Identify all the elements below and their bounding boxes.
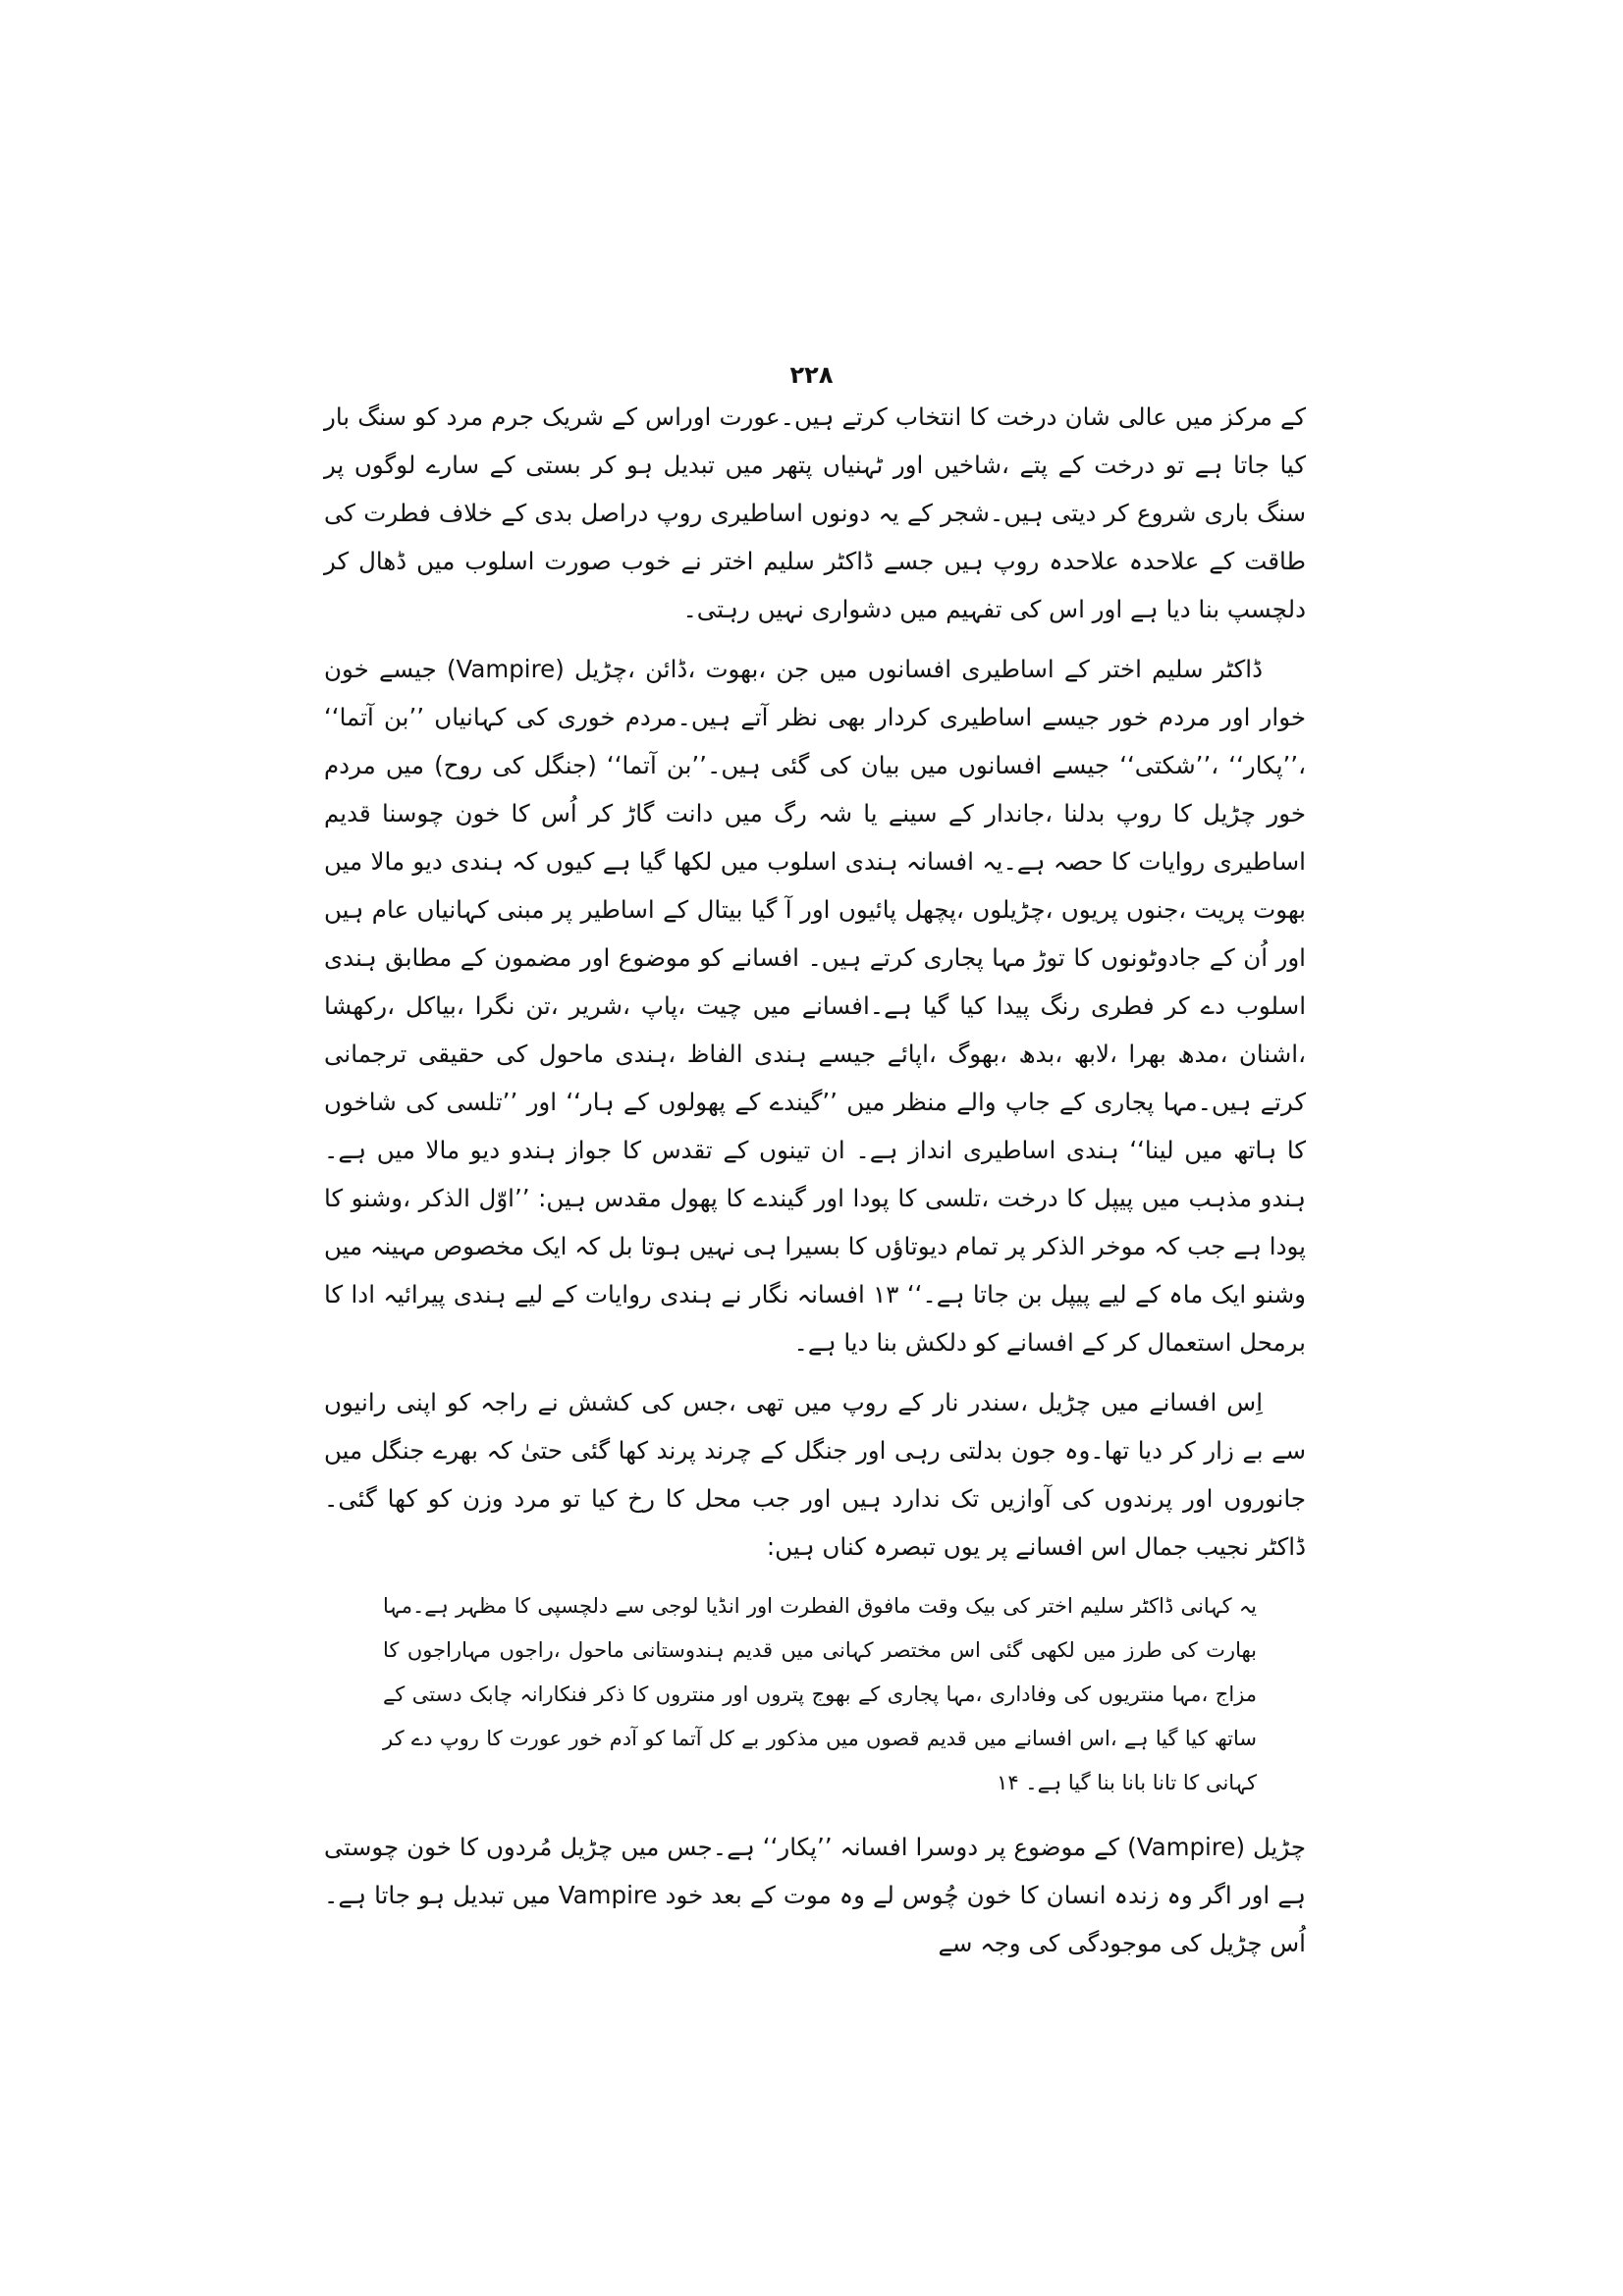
paragraph-3: اِس افسانے میں چڑیل ،سندر نار کے روپ میں تھی ،جس کی کشش نے راجہ کو اپنی رانیوں سے بے زار کر دیا تھا۔وہ جون بدلتی رہی اور جنگل کے چرند پرند کھا گئی حتیٰ کہ بھرے جنگل میں جانوروں اور پرندوں کی آوازیں تک ندارد ہیں اور جب محل کا رخ کیا تو مرد وزن کو کھا گئی۔ ڈاکٹر نجیب جمال اس افسانے پر یوں تبصرہ کناں ہیں:	[324, 1388, 1306, 1561]
page-body	[324, 393, 1306, 1967]
paragraph-4: چڑیل (Vampire) کے موضوع پر دوسرا افسانہ ’’پکار‘‘ ہے۔جس میں چڑیل مُردوں کا خون چوستی ہے اور اگر وہ زندہ انسان کا خون چُوس لے وہ موت کے بعد خود Vampire میں تبدیل ہو جاتا ہے۔اُس چڑیل کی موجودگی کی وجہ سے	[324, 1833, 1306, 1957]
paragraph-2: ڈاکٹر سلیم اختر کے اساطیری افسانوں میں جن ،بھوت ،ڈائن ،چڑیل (Vampire) جیسے خون خوار اور مردم خور جیسے اساطیری کردار بھی نظر آتے ہیں۔مردم خوری کی کہانیاں ’’بن آتما‘‘ ،’’پکار‘‘ ،’’شکتی‘‘ جیسے افسانوں میں بیان کی گئی ہیں۔’’بن آتما‘‘ (جنگل کی روح) میں مردم خور چڑیل کا روپ بدلنا ،جاندار کے سینے یا شہ رگ میں دانت گاڑ کر اُس کا خون چوسنا قدیم اساطیری روایات کا حصہ ہے۔یہ افسانہ ہندی اسلوب میں لکھا گیا ہے کیوں کہ ہندی دیو مالا میں بھوت پریت ،جنوں پریوں ،چڑیلوں ،پچھل پائیوں اور آ گیا بیتال کے اساطیر پر مبنی کہانیاں عام ہیں اور اُن کے جادوٹونوں کا توڑ مہا پجاری کرتے ہیں۔ افسانے کو موضوع اور مضمون کے مطابق ہندی اسلوب دے کر فطری رنگ پیدا کیا گیا ہے۔افسانے میں چیت ،پاپ ،شریر ،تن نگرا ،بیاکل ،رکھشا ،اشنان ،مدھ بھرا ،لابھ ،بدھ ،بھوگ ،اپائے جیسے ہندی الفاظ ،ہندی ماحول کی حقیقی ترجمانی کرتے ہیں۔مہا پجاری کے جاپ والے منظر میں ’’گیندے کے پھولوں کے ہار‘‘ اور ’’تلسی کی شاخوں کا ہاتھ میں لینا‘‘ ہندی اساطیری انداز ہے۔ ان تینوں کے تقدس کا جواز ہندو دیو مالا میں ہے۔ ہندو مذہب میں پیپل کا درخت ،تلسی کا پودا اور گیندے کا پھول مقدس ہیں: ’’اوّل الذکر ،وشنو کا پودا ہے جب کہ موخر الذکر پر تمام دیوتاؤں کا بسیرا ہی نہیں ہوتا بل کہ ایک مخصوص مہینہ میں وشنو ایک ماہ کے لیے پیپل بن جاتا ہے۔‘‘ ۱۳ افسانہ نگار نے ہندی روایات کے لیے ہندی پیرائیہ ادا کا برمحل استعمال کر کے افسانے کو دلکش بنا دیا ہے۔	[324, 655, 1306, 1357]
block-quote: یہ کہانی ڈاکٹر سلیم اختر کی بیک وقت مافوق الفطرت اور انڈیا لوجی سے دلچسپی کا مظہر ہے۔مہا بھارت کی طرز میں لکھی گئی اس مختصر کہانی میں قدیم ہندوستانی ماحول ،راجوں مہاراجوں کا مزاج ،مہا منتریوں کی وفاداری ،مہا پجاری کے بھوج پتروں اور منتروں کا ذکر فنکارانہ چابک دستی کے ساتھ کیا گیا ہے ،اس افسانے میں قدیم قصوں میں مذکور بے کل آتما کو آدم خور عورت کا روپ دے کر کہانی کا تانا بانا بنا گیا ہے۔ ۱۴	[383, 1594, 1257, 1794]
paragraph-1: کے مرکز میں عالی شان درخت کا انتخاب کرتے ہیں۔عورت اوراس کے شریک جرم مرد کو سنگ بار کیا جاتا ہے تو درخت کے پتے ،شاخیں اور ٹہنیاں پتھر میں تبدیل ہو کر بستی کے سارے لوگوں پر سنگ باری شروع کر دیتی ہیں۔شجر کے یہ دونوں اساطیری روپ دراصل بدی کے خلاف فطرت کی طاقت کے علاحدہ علاحدہ روپ ہیں جسے ڈاکٹر سلیم اختر نے خوب صورت اسلوب میں ڈھال کر دلچسپ بنا دیا ہے اور اس کی تفہیم میں دشواری نہیں رہتی۔	[324, 402, 1306, 623]
page-number: ۲۲۸	[789, 361, 834, 389]
